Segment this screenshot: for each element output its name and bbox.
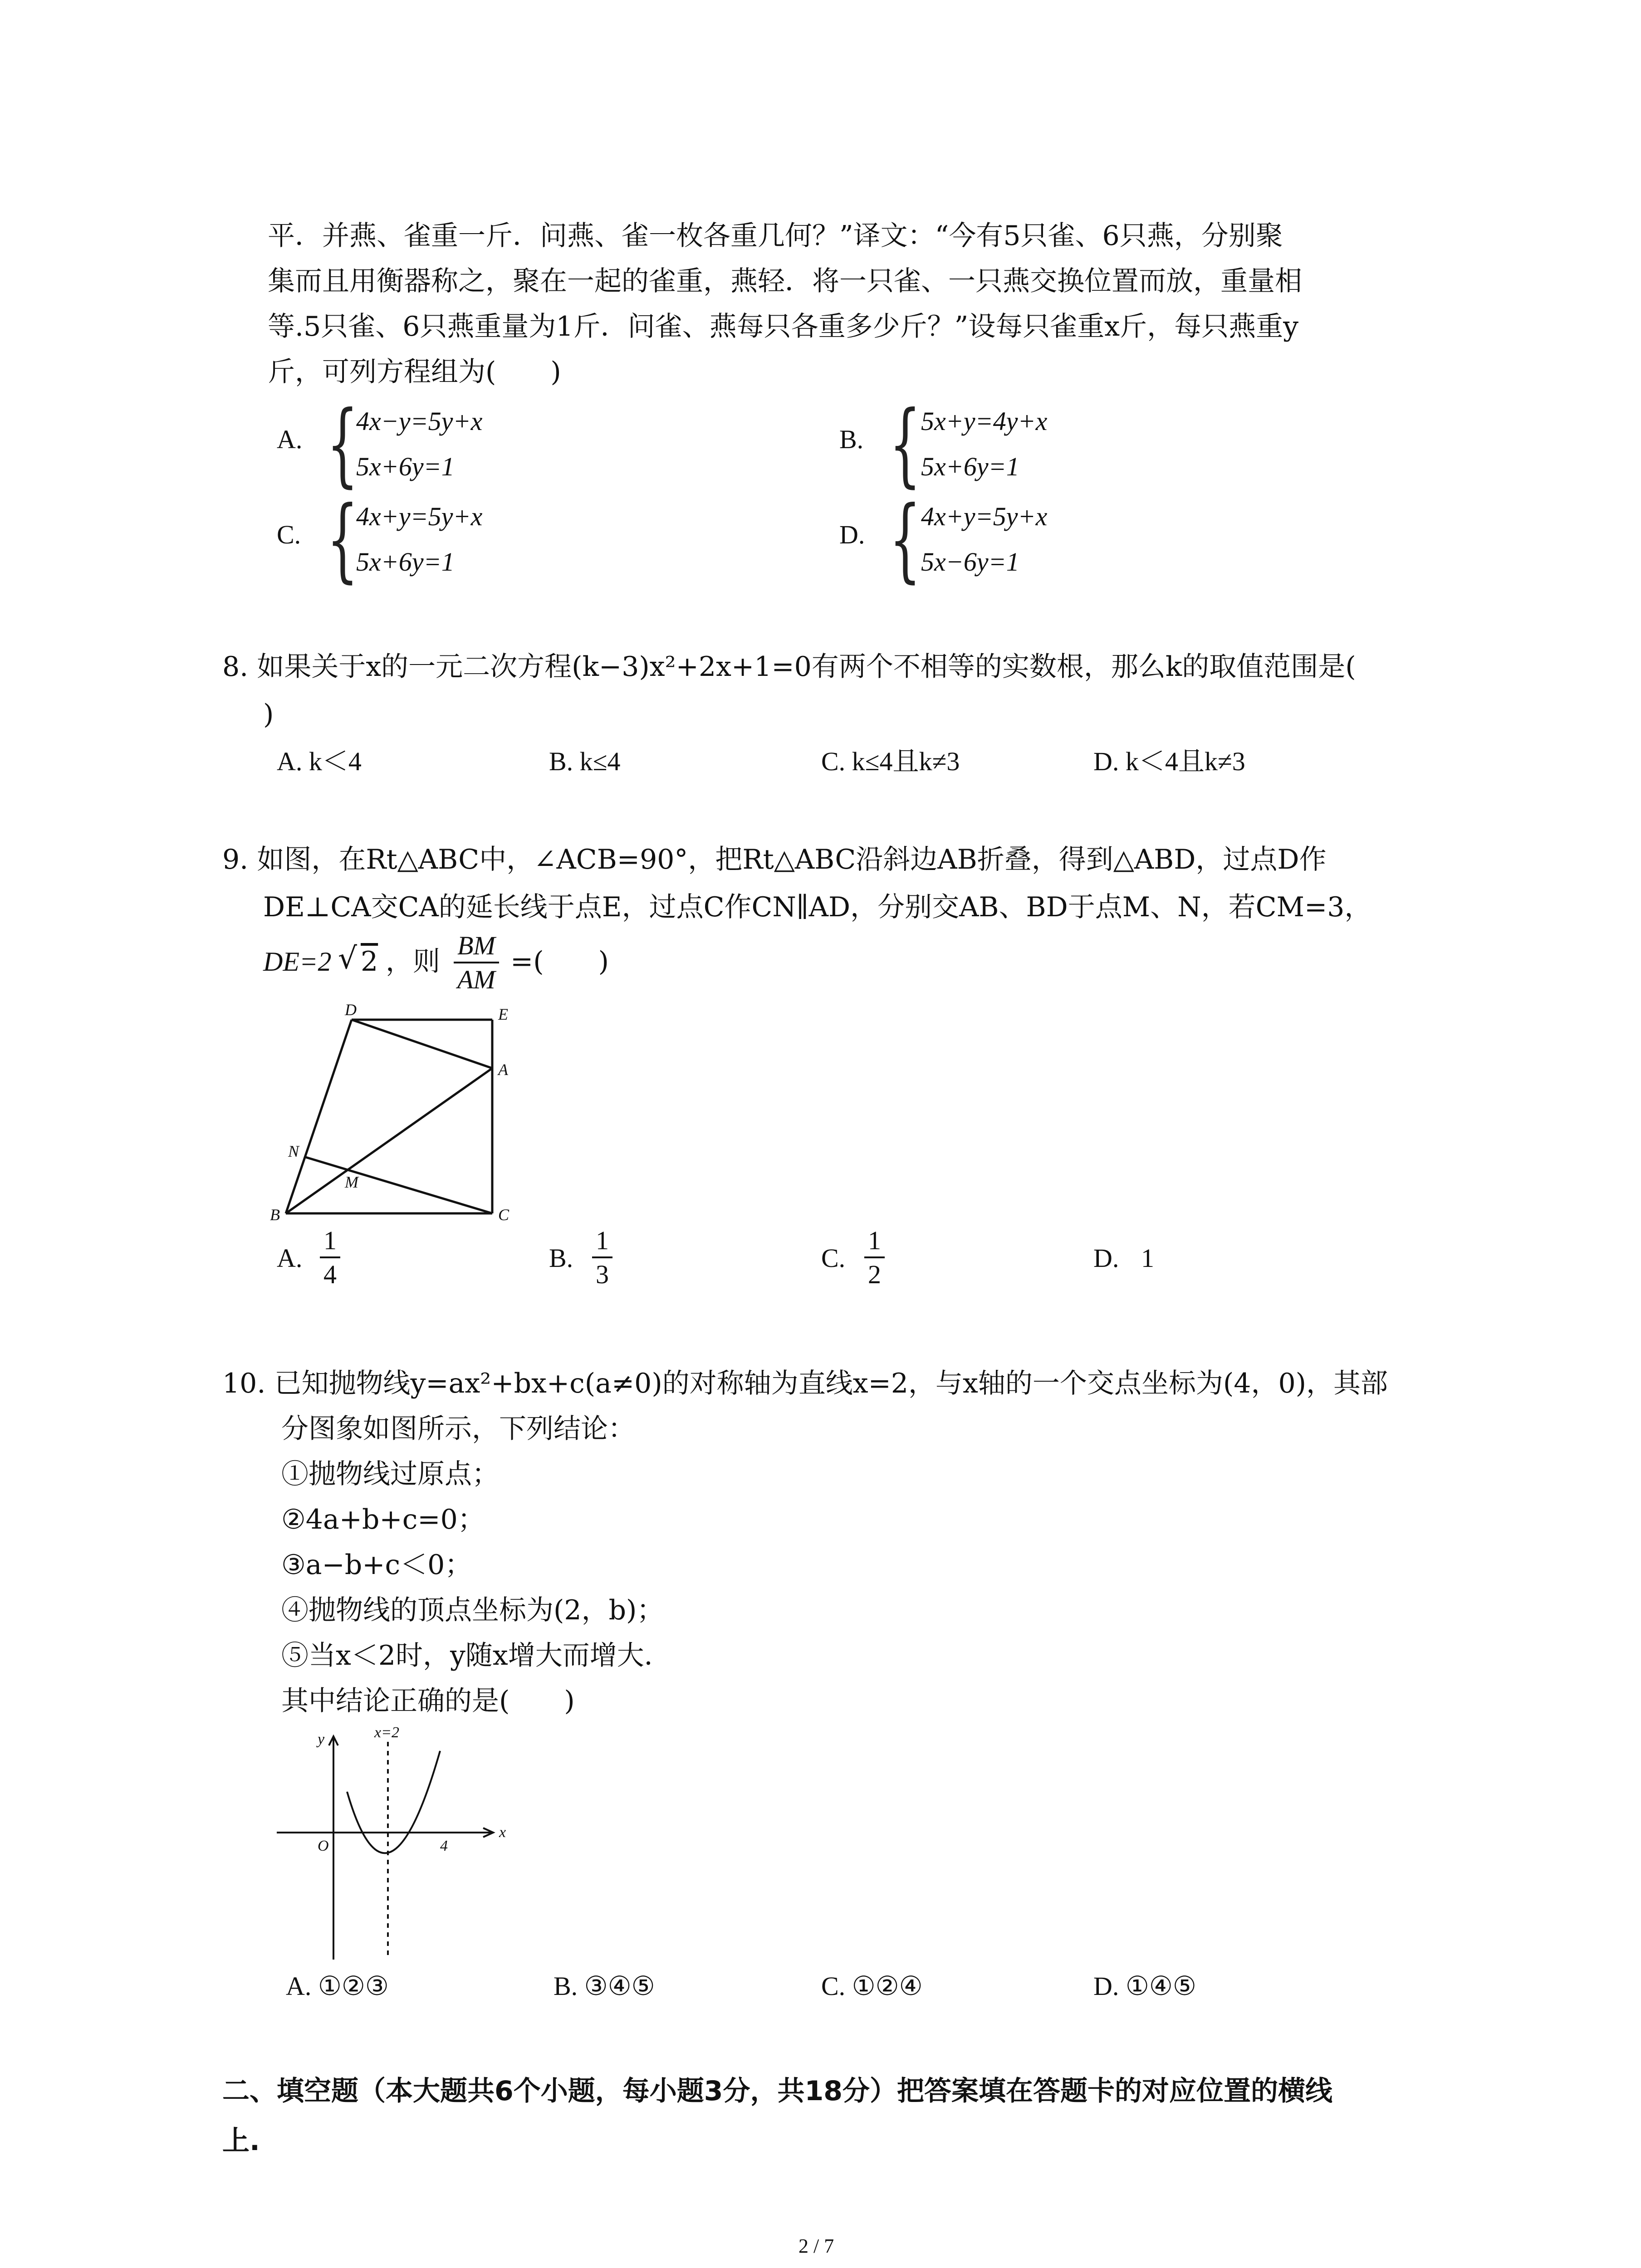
q7-option-c-label: C. <box>277 520 301 549</box>
q7-option-b-eq1: 5x+y=4y+x <box>921 406 1048 436</box>
q9-option-c-label: C. <box>821 1243 846 1273</box>
graph-label-root: 4 <box>440 1838 448 1854</box>
q9-ratio-numerator: BM <box>454 930 499 963</box>
figure-label-n: N <box>288 1142 299 1160</box>
q9-option-c-fraction <box>864 1225 885 1291</box>
q10-parabola-graph <box>268 1724 522 1964</box>
q7-option-a-label: A. <box>277 425 303 454</box>
figure-label-b: B <box>270 1206 280 1224</box>
q10-item-5: ⑤当x＜2时，y随x增大而增大． <box>281 1640 671 1672</box>
q8-option-d[interactable]: D. k＜4且k≠3 <box>1093 747 1245 776</box>
q10-question: 其中结论正确的是( ) <box>281 1685 575 1717</box>
q9-de-value: DE=2 <box>263 947 332 977</box>
q10-item-3: ③a−b+c＜0； <box>281 1549 472 1581</box>
q8-line-1: 8. 如果关于x的一元二次方程(k−3)x²+2x+1=0有两个不相等的实数根，那么k的取值范围是( <box>222 651 1356 683</box>
q7-line-2: 集而且用衡器称之，聚在一起的雀重，燕轻．将一只雀、一只燕交换位置而放，重量相 <box>268 265 1302 297</box>
fraction-numerator: 1 <box>320 1225 340 1258</box>
q9-option-d-value: 1 <box>1141 1243 1154 1273</box>
q9-ratio-denominator: AM <box>457 964 495 994</box>
q9-sqrt-radicand: 2 <box>361 946 378 978</box>
fraction-denominator: 4 <box>323 1259 337 1289</box>
q10-option-a[interactable]: A. ①②③ <box>286 1971 389 2001</box>
q8-line-2: ) <box>263 699 274 730</box>
q7-line-3: 等.5只雀、6只燕重量为1斤．问雀、燕每只各重多少斤？”设每只雀重x斤，每只燕重y <box>268 311 1298 342</box>
q9-option-b-label: B. <box>549 1243 573 1273</box>
q10-line-2: 分图象如图所示，下列结论： <box>281 1413 635 1445</box>
q8-option-a[interactable]: A. k＜4 <box>277 747 362 776</box>
q10-item-1: ①抛物线过原点； <box>281 1458 499 1490</box>
q7-option-b-label: B. <box>839 425 864 454</box>
fraction-denominator: 3 <box>596 1259 609 1289</box>
q7-line-1: 平．并燕、雀重一斤．问燕、雀一枚各重几何？”译文：“今有5只雀、6只燕，分别聚 <box>268 220 1283 252</box>
q7-option-c-eq1: 4x+y=5y+x <box>356 502 483 531</box>
q10-line-1: 10. 已知抛物线y=ax²+bx+c(a≠0)的对称轴为直线x=2，与x轴的一个交点坐标为(4，0)，其部 <box>222 1368 1388 1399</box>
section-2-heading-cont: 上. <box>222 2125 260 2157</box>
brace-icon: { <box>889 487 921 592</box>
page-number: 2 / 7 <box>798 2235 834 2257</box>
q10-option-c[interactable]: C. ①②④ <box>821 1971 923 2001</box>
graph-label-x: x <box>499 1824 506 1841</box>
q9-option-a-fraction <box>320 1225 340 1291</box>
q8-option-b[interactable]: B. k≤4 <box>549 747 621 776</box>
fraction-numerator: 1 <box>864 1225 885 1258</box>
graph-label-y: y <box>318 1731 325 1748</box>
q7-option-c-eq2: 5x+6y=1 <box>356 547 455 577</box>
sqrt-icon: √ <box>338 941 358 976</box>
q10-option-b[interactable]: B. ③④⑤ <box>554 1971 655 2001</box>
q10-option-d[interactable]: D. ①④⑤ <box>1093 1971 1196 2001</box>
q9-then: ，则 <box>386 946 440 978</box>
figure-label-d: D <box>345 1001 357 1019</box>
q8-option-c[interactable]: C. k≤4且k≠3 <box>821 747 960 776</box>
q7-option-a-eq1: 4x−y=5y+x <box>356 406 483 436</box>
figure-label-a: A <box>498 1061 508 1079</box>
brace-icon: { <box>889 391 921 497</box>
q7-option-a-eq2: 5x+6y=1 <box>356 452 455 481</box>
q9-ratio-fraction <box>454 930 499 996</box>
q7-option-d-label: D. <box>839 520 865 549</box>
figure-label-m: M <box>345 1173 358 1191</box>
graph-label-origin: O <box>318 1838 329 1854</box>
q9-equals-blank: =( ) <box>510 946 609 978</box>
brace-icon: { <box>327 391 358 497</box>
q7-option-d-eq2: 5x−6y=1 <box>921 547 1019 577</box>
figure-label-c: C <box>498 1206 509 1224</box>
q9-option-b-fraction <box>592 1225 612 1291</box>
q9-option-a-label: A. <box>277 1243 303 1273</box>
graph-label-axis: x=2 <box>374 1724 400 1741</box>
q9-option-d-label: D. <box>1093 1243 1119 1273</box>
q7-option-b-eq2: 5x+6y=1 <box>921 452 1019 481</box>
q7-option-d-eq1: 4x+y=5y+x <box>921 502 1048 531</box>
figure-label-e: E <box>498 1005 508 1023</box>
q9-geometry-figure <box>263 998 517 1234</box>
fraction-denominator: 2 <box>868 1259 881 1289</box>
q9-line-2: DE⊥CA交CA的延长线于点E，过点C作CN∥AD，分别交AB、BD于点M、N，若CM=3， <box>263 891 1372 923</box>
fraction-numerator: 1 <box>592 1225 612 1258</box>
brace-icon: { <box>327 487 358 592</box>
section-2-heading: 二、填空题（本大题共6个小题，每小题3分，共18分）把答案填在答题卡的对应位置的横线 <box>222 2075 1332 2107</box>
q9-line-1: 9. 如图，在Rt△ABC中，∠ACB=90°，把Rt△ABC沿斜边AB折叠，得到△ABD，过点D作 <box>222 844 1327 875</box>
q10-item-2: ②4a+b+c=0； <box>281 1504 485 1535</box>
q10-item-4: ④抛物线的顶点坐标为(2，b)； <box>281 1594 664 1626</box>
q7-line-4: 斤，可列方程组为( ) <box>268 356 561 388</box>
